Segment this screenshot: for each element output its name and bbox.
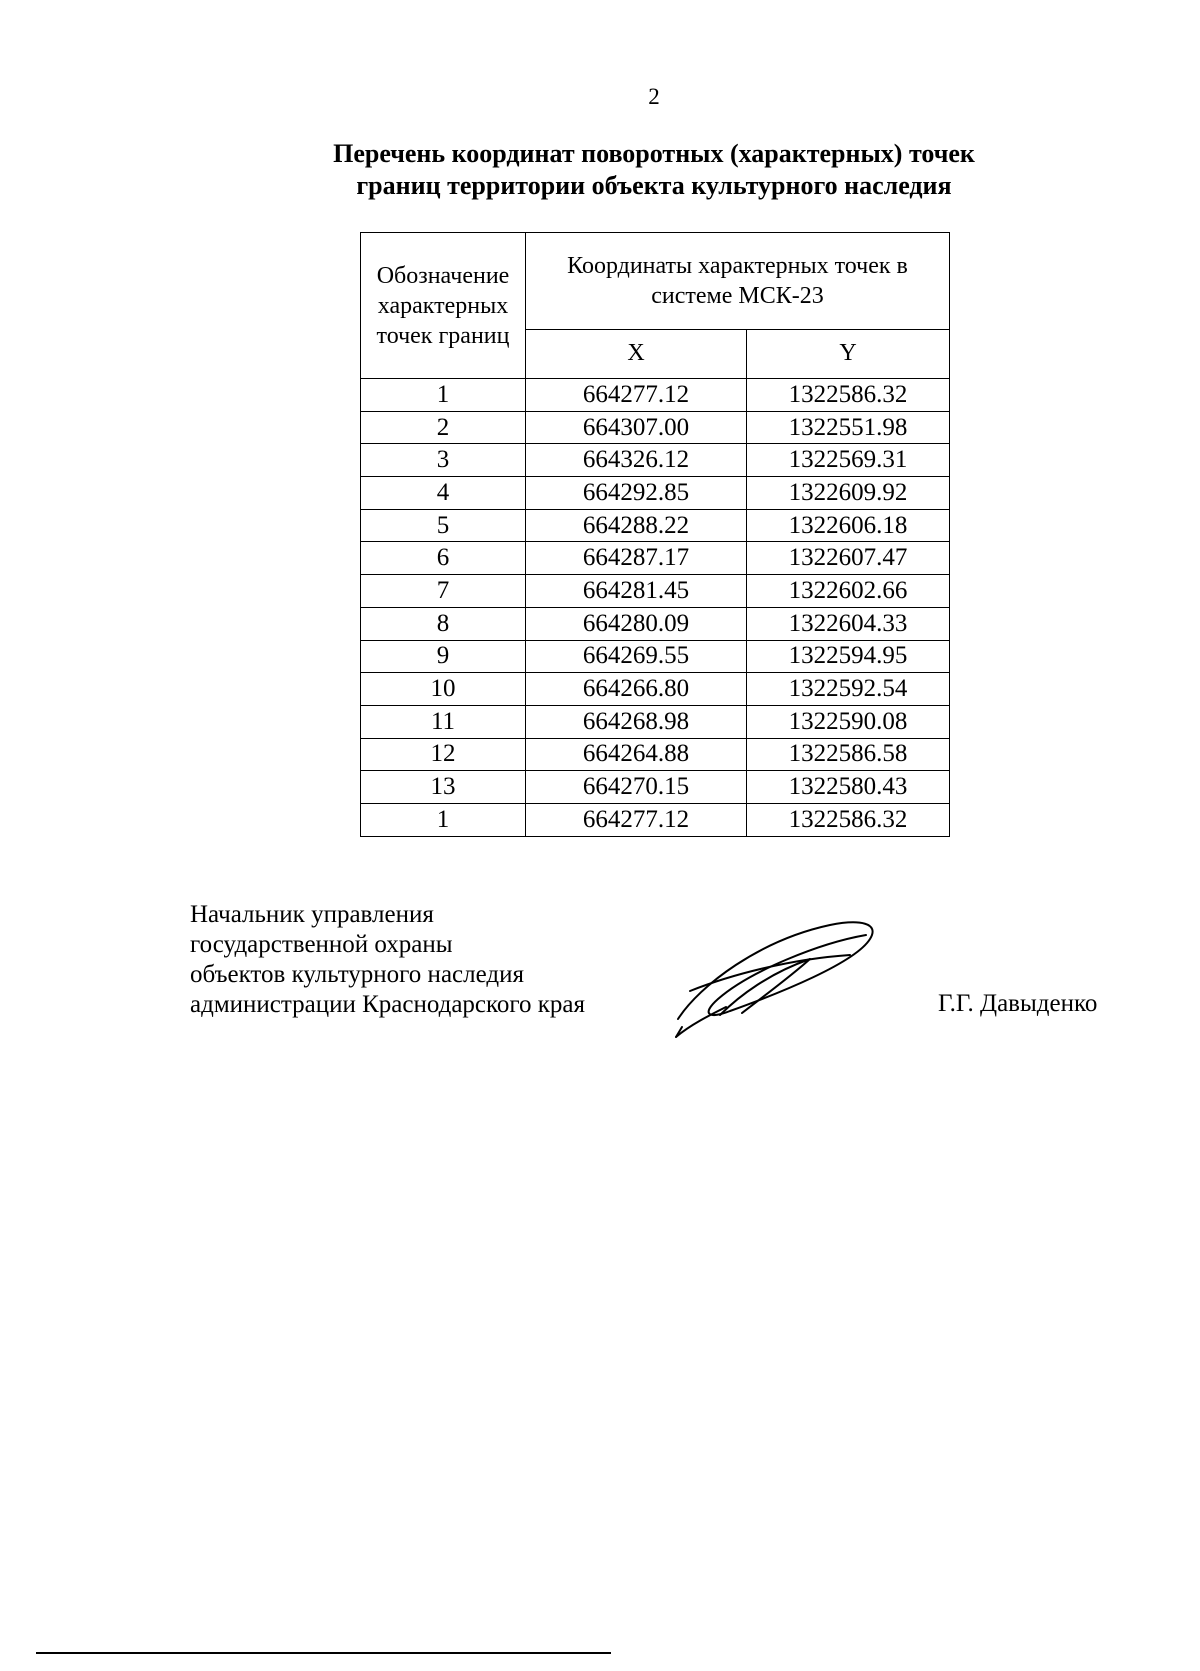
table-row bbox=[361, 705, 950, 738]
table-row bbox=[361, 411, 950, 444]
header-designation bbox=[361, 233, 526, 379]
header-designation-line-3: точек границ bbox=[376, 322, 510, 349]
table-row bbox=[361, 575, 950, 608]
table-row bbox=[361, 771, 950, 804]
header-y: Y bbox=[747, 329, 950, 378]
cell-x: 664266.80 bbox=[526, 673, 747, 706]
cell-x: 664269.55 bbox=[526, 640, 747, 673]
table-row bbox=[361, 444, 950, 477]
cell-point-number: 8 bbox=[361, 607, 526, 640]
cell-x: 664270.15 bbox=[526, 771, 747, 804]
header-coordinates-line-1: Координаты характерных точек в bbox=[567, 252, 908, 279]
table-header-row bbox=[361, 233, 950, 330]
header-designation-line-2: характерных bbox=[377, 292, 509, 319]
table-row bbox=[361, 738, 950, 771]
header-x: X bbox=[526, 329, 747, 378]
cell-y: 1322586.58 bbox=[747, 738, 950, 771]
cell-x: 664292.85 bbox=[526, 477, 747, 510]
header-coordinates bbox=[526, 233, 950, 330]
cell-x: 664280.09 bbox=[526, 607, 747, 640]
table-row bbox=[361, 673, 950, 706]
cell-point-number: 11 bbox=[361, 705, 526, 738]
cell-point-number: 12 bbox=[361, 738, 526, 771]
signer-name: Г.Г. Давыденко bbox=[938, 990, 1098, 1017]
header-coordinates-line-2: системе МСК-23 bbox=[651, 282, 824, 309]
table-body bbox=[361, 379, 950, 837]
cell-point-number: 4 bbox=[361, 477, 526, 510]
table-row bbox=[361, 803, 950, 836]
cell-x: 664287.17 bbox=[526, 542, 747, 575]
cell-y: 1322586.32 bbox=[747, 379, 950, 412]
cell-point-number: 10 bbox=[361, 673, 526, 706]
table-row bbox=[361, 477, 950, 510]
cell-point-number: 13 bbox=[361, 771, 526, 804]
signer-position-line-1: Начальник управления bbox=[190, 901, 434, 928]
signer-position-line-2: государственной охраны bbox=[190, 931, 453, 958]
cell-x: 664288.22 bbox=[526, 509, 747, 542]
table-row bbox=[361, 640, 950, 673]
cell-y: 1322606.18 bbox=[747, 509, 950, 542]
cell-point-number: 1 bbox=[361, 803, 526, 836]
cell-point-number: 9 bbox=[361, 640, 526, 673]
table-row bbox=[361, 509, 950, 542]
footer-divider bbox=[36, 1652, 611, 1654]
cell-point-number: 6 bbox=[361, 542, 526, 575]
signer-position-line-3: объектов культурного наследия bbox=[190, 961, 524, 988]
table-row bbox=[361, 607, 950, 640]
cell-y: 1322594.95 bbox=[747, 640, 950, 673]
signer-position bbox=[190, 900, 585, 1020]
cell-point-number: 5 bbox=[361, 509, 526, 542]
cell-y: 1322580.43 bbox=[747, 771, 950, 804]
document-title-line-1: Перечень координат поворотных (характерных) точек bbox=[333, 139, 975, 168]
cell-x: 664277.12 bbox=[526, 803, 747, 836]
cell-x: 664264.88 bbox=[526, 738, 747, 771]
cell-x: 664326.12 bbox=[526, 444, 747, 477]
cell-y: 1322569.31 bbox=[747, 444, 950, 477]
cell-y: 1322604.33 bbox=[747, 607, 950, 640]
table-row bbox=[361, 542, 950, 575]
document-title bbox=[0, 138, 1200, 202]
cell-y: 1322551.98 bbox=[747, 411, 950, 444]
coordinates-table bbox=[360, 232, 950, 837]
cell-y: 1322590.08 bbox=[747, 705, 950, 738]
page-number: 2 bbox=[648, 84, 660, 109]
signer-position-line-4: администрации Краснодарского края bbox=[190, 991, 586, 1018]
cell-y: 1322592.54 bbox=[747, 673, 950, 706]
handwritten-signature-icon bbox=[670, 915, 890, 1045]
header-designation-line-1: Обозначение bbox=[376, 262, 510, 289]
cell-y: 1322607.47 bbox=[747, 542, 950, 575]
table-row bbox=[361, 379, 950, 412]
cell-x: 664277.12 bbox=[526, 379, 747, 412]
cell-x: 664268.98 bbox=[526, 705, 747, 738]
cell-point-number: 1 bbox=[361, 379, 526, 412]
cell-point-number: 7 bbox=[361, 575, 526, 608]
cell-point-number: 3 bbox=[361, 444, 526, 477]
cell-x: 664281.45 bbox=[526, 575, 747, 608]
cell-y: 1322602.66 bbox=[747, 575, 950, 608]
cell-point-number: 2 bbox=[361, 411, 526, 444]
cell-y: 1322586.32 bbox=[747, 803, 950, 836]
cell-x: 664307.00 bbox=[526, 411, 747, 444]
document-title-line-2: границ территории объекта культурного наследия bbox=[356, 171, 952, 200]
cell-y: 1322609.92 bbox=[747, 477, 950, 510]
